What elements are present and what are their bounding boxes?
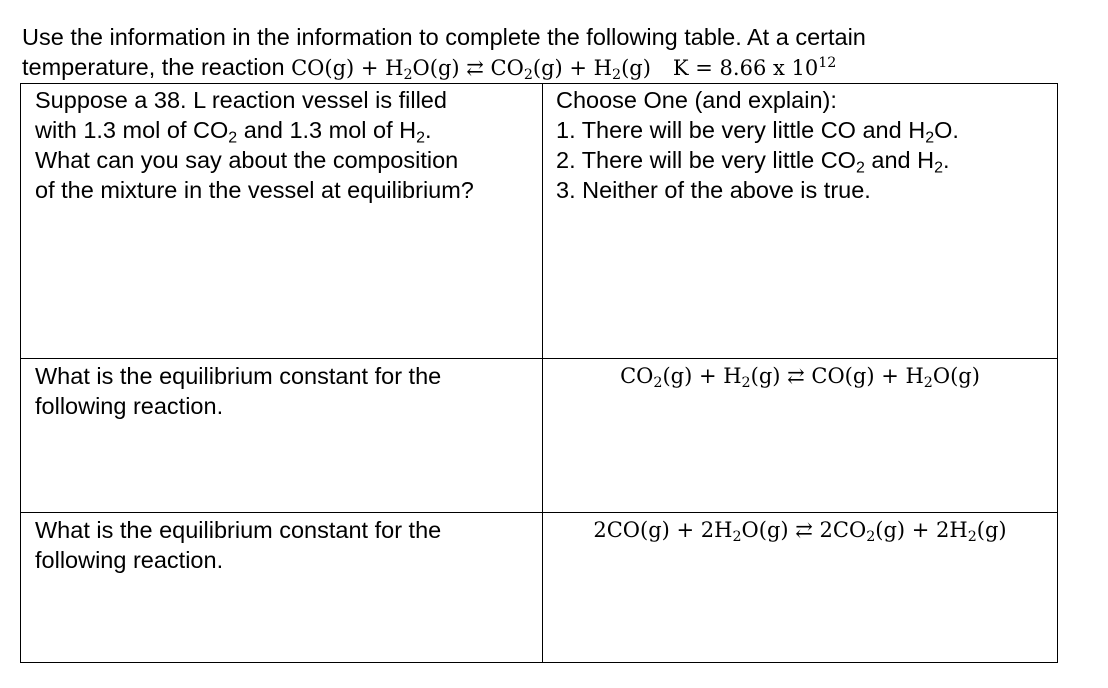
text-part: O. [934,117,959,143]
choices-header: Choose One (and explain): [556,87,837,113]
main-reaction-subscript: 2 [403,66,413,83]
main-reaction-equation [291,55,837,83]
equilibrium-constant-value: K = 8.66 x 10 [672,56,819,80]
subscript: 2 [732,528,742,545]
equation-part: (g) ⇄ CO(g) + H [750,364,924,388]
choice-option-1 [556,115,1046,145]
row3-question-cell [35,515,535,575]
equation-part: (g) + H [662,364,742,388]
equation-part: O(g) ⇄ 2CO [741,518,867,542]
main-reaction-part: CO(g) + H [291,56,404,80]
row1-question-cell [35,85,535,205]
equation-part: CO [620,364,654,388]
equation-part: O(g) [932,364,980,388]
instructions-line-2 [22,52,866,83]
row1-question-line: What can you say about the composition [35,147,459,173]
text-part: and H [864,147,935,173]
row1-choices-cell [556,85,1046,205]
row3-question-line: following reaction. [35,547,224,573]
equilibrium-constant-exponent: 12 [818,55,837,72]
main-reaction-part: (g) [621,56,651,80]
main-reaction-subscript: 2 [612,66,622,83]
choice-option-2 [556,145,1046,175]
subscript: 2 [967,528,977,545]
row1-question-line [35,115,535,145]
instructions-line-2-prefix: temperature, the reaction [22,54,292,80]
main-reaction-part: O(g) ⇄ CO [412,56,524,80]
main-reaction-part: (g) + H [532,56,612,80]
row1-question-line: of the mixture in the vessel at equilibrium? [35,177,474,203]
equation-part: 2CO(g) + 2H [593,518,733,542]
subscript: 2 [866,528,876,545]
subscript: 2 [741,374,751,391]
row2-question-line: following reaction. [35,393,224,419]
subscript: 2 [228,129,238,147]
row-divider [21,358,1057,359]
subscript: 2 [923,374,933,391]
subscript: 2 [925,129,935,147]
equation-part: (g) [976,518,1007,542]
text-part: and 1.3 mol of H [237,117,417,143]
main-reaction-subscript: 2 [523,66,533,83]
text-part: . [942,147,950,173]
text-part: 1. There will be very little CO and H [556,117,926,143]
equation-part: (g) + 2H [875,518,968,542]
subscript: 2 [653,374,663,391]
instructions-line-1: Use the information in the information to complete the following table. At a certain [22,24,866,50]
subscript: 2 [416,129,426,147]
instructions [22,22,866,83]
question-table [20,83,1058,663]
text-part: 2. There will be very little CO [556,147,856,173]
row2-question-cell [35,361,535,421]
subscript: 2 [934,159,943,177]
equilibrium-constant [673,56,836,80]
choice-option-3: 3. Neither of the above is true. [556,177,871,203]
subscript: 2 [855,159,865,177]
text-part: . [425,117,432,143]
row3-question-line: What is the equilibrium constant for the [35,517,442,543]
text-part: with 1.3 mol of CO [35,117,229,143]
row2-reaction-equation [543,361,1057,391]
row1-question-line: Suppose a 38. L reaction vessel is filled [35,87,447,113]
row2-question-line: What is the equilibrium constant for the [35,363,442,389]
row3-reaction-equation [543,515,1057,545]
row-divider [21,512,1057,513]
